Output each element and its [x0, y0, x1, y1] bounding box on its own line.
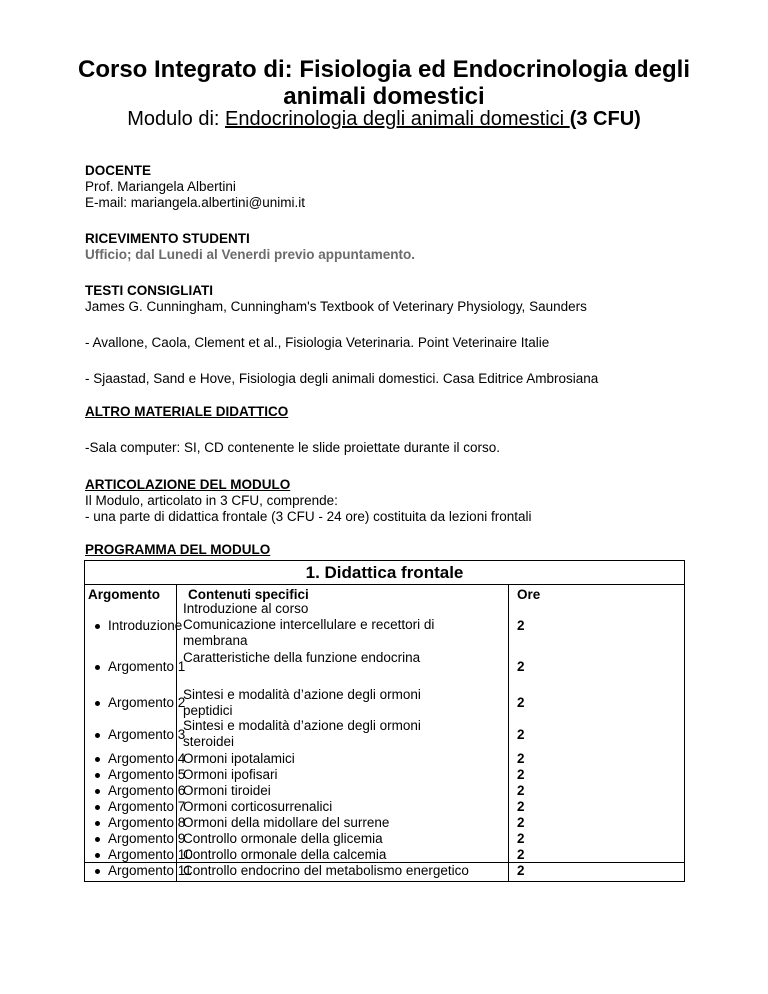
row-argomento: Argomento 10 — [108, 847, 193, 862]
header-contenuti: Contenuti specifici — [188, 587, 309, 602]
programma-heading: PROGRAMMA DEL MODULO — [85, 542, 271, 557]
row-contenuto: Ormoni ipotalamici — [183, 751, 295, 766]
row-ore: 2 — [517, 695, 525, 710]
row-argomento: Argomento 5 — [108, 767, 186, 782]
subtitle-prefix: Modulo di: — [127, 108, 226, 130]
row-contenuto: Ormoni della midollare del surrene — [183, 815, 390, 830]
bullet-icon — [95, 701, 100, 706]
row-contenuto: Ormoni ipofisari — [183, 767, 278, 782]
row-argomento: Argomento 8 — [108, 815, 186, 830]
bullet-icon — [95, 853, 100, 858]
row-contenuto: Caratteristiche della funzione endocrina — [183, 650, 421, 665]
row-argomento: Introduzione — [108, 618, 183, 633]
row-argomento: Argomento 1 — [108, 659, 186, 674]
docente-email: E-mail: mariangela.albertini@unimi.it — [85, 195, 306, 210]
row-ore: 2 — [517, 659, 525, 674]
bullet-icon — [95, 789, 100, 794]
row-contenuto: membrana — [183, 633, 248, 648]
header-argomento: Argomento — [88, 587, 160, 602]
page-title — [60, 56, 708, 110]
row-ore: 2 — [517, 618, 525, 633]
title-line-1: Corso Integrato di: Fisiologia ed Endocrinologia degli — [77, 56, 691, 83]
row-ore: 2 — [517, 847, 525, 862]
bullet-icon — [95, 757, 100, 762]
bullet-icon — [95, 837, 100, 842]
row-contenuto: peptidici — [183, 703, 233, 718]
row-ore: 2 — [517, 831, 525, 846]
row-contenuto: Ormoni corticosurrenalici — [183, 799, 333, 814]
row-ore: 2 — [517, 727, 525, 742]
row-contenuto: Controllo ormonale della calcemia — [183, 847, 387, 862]
programma-table — [84, 560, 685, 882]
ricevimento-heading: RICEVIMENTO STUDENTI — [85, 231, 250, 246]
row-contenuto: Introduzione al corso — [183, 601, 309, 616]
row-ore: 2 — [517, 751, 525, 766]
bullet-icon — [95, 733, 100, 738]
row-argomento: Argomento 3 — [108, 727, 186, 742]
testi-item: James G. Cunningham, Cunningham's Textbook of Veterinary Physiology, Saunders — [85, 299, 587, 314]
row-separator — [85, 862, 684, 863]
subtitle-cfu: (3 CFU) — [569, 108, 641, 130]
row-contenuto: Controllo endocrino del metabolismo energetico — [183, 863, 469, 878]
articolazione-heading: ARTICOLAZIONE DEL MODULO — [85, 477, 291, 492]
articolazione-line-2: - una parte di didattica frontale (3 CFU - 24 ore) costituita da lezioni frontali — [85, 509, 532, 524]
row-contenuto: steroidei — [183, 734, 235, 749]
row-ore: 2 — [517, 783, 525, 798]
row-ore: 2 — [517, 799, 525, 814]
row-argomento: Argomento 9 — [108, 831, 186, 846]
ricevimento-text: Ufficio; dal Lunedi al Venerdi previo appuntamento. — [85, 247, 416, 262]
row-argomento: Argomento 2 — [108, 695, 186, 710]
column-divider — [508, 584, 509, 881]
docente-heading: DOCENTE — [85, 163, 152, 178]
header-ore: Ore — [517, 587, 541, 602]
bullet-icon — [95, 624, 100, 629]
row-argomento: Argomento 11 — [108, 863, 192, 878]
row-argomento: Argomento 4 — [108, 751, 186, 766]
row-ore: 2 — [517, 767, 525, 782]
row-contenuto: Sintesi e modalità d’azione degli ormoni — [183, 718, 421, 733]
altro-heading: ALTRO MATERIALE DIDATTICO — [85, 404, 289, 419]
row-contenuto: Ormoni tiroidei — [183, 783, 271, 798]
row-argomento: Argomento 6 — [108, 783, 186, 798]
subtitle-module-name: Endocrinologia degli animali domestici — [225, 108, 570, 130]
altro-text: -Sala computer: SI, CD contenente le slide proiettate durante il corso. — [85, 440, 500, 455]
row-contenuto: Sintesi e modalità d’azione degli ormoni — [183, 687, 421, 702]
bullet-icon — [95, 773, 100, 778]
row-ore: 2 — [517, 863, 525, 878]
docente-name: Prof. Mariangela Albertini — [85, 179, 236, 194]
table-title: 1. Didattica frontale — [85, 562, 684, 585]
testi-heading: TESTI CONSIGLIATI — [85, 283, 213, 298]
articolazione-line-1: Il Modulo, articolato in 3 CFU, comprende: — [85, 493, 338, 508]
bullet-icon — [95, 869, 100, 874]
bullet-icon — [95, 665, 100, 670]
row-ore: 2 — [517, 815, 525, 830]
row-contenuto: Controllo ormonale della glicemia — [183, 831, 383, 846]
testi-item: - Sjaastad, Sand e Hove, Fisiologia degli animali domestici. Casa Editrice Ambrosiana — [85, 371, 599, 386]
bullet-icon — [95, 805, 100, 810]
testi-item: - Avallone, Caola, Clement et al., Fisiologia Veterinaria. Point Veterinaire Italie — [85, 335, 550, 350]
row-contenuto: Comunicazione intercellulare e recettori di — [183, 617, 435, 632]
page-subtitle — [60, 108, 708, 130]
bullet-icon — [95, 821, 100, 826]
row-argomento: Argomento 7 — [108, 799, 186, 814]
title-line-2: animali domestici — [283, 83, 485, 110]
